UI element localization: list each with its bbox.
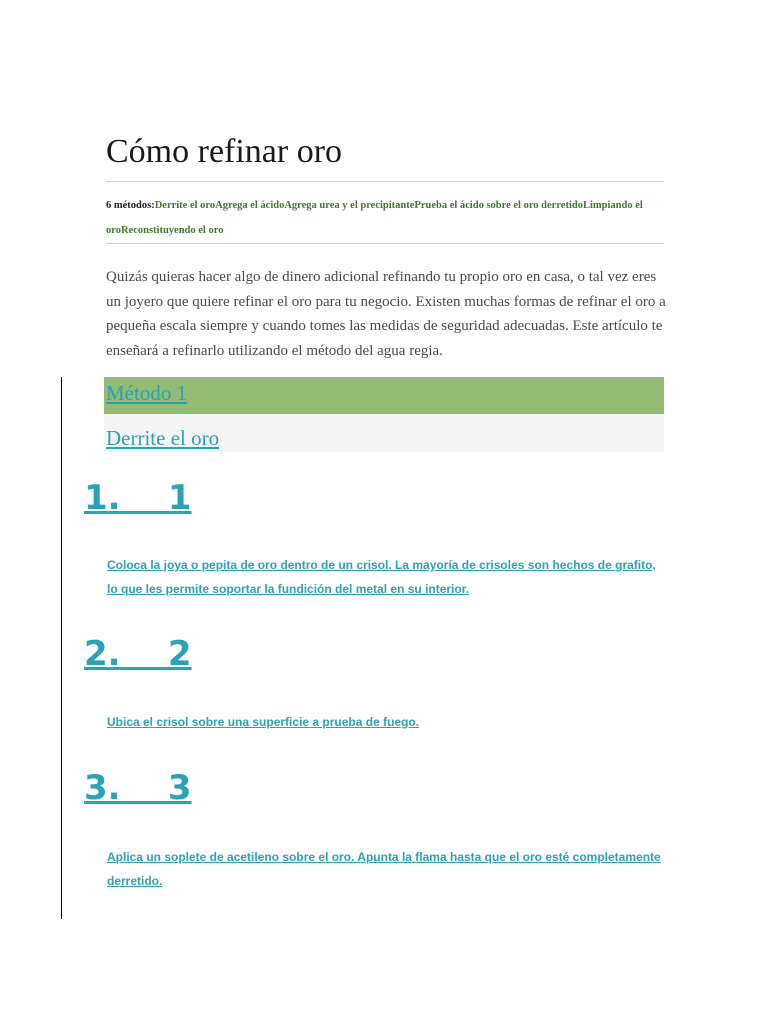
section-header [104, 414, 664, 452]
methods-summary [106, 193, 666, 243]
step-number[interactable]: 1. 1 [84, 478, 192, 518]
intro-paragraph: Quizás quieras hacer algo de dinero adicional refinando tu propio oro en casa, o tal vez eres un joyero que quiere refinar el oro para tu negocio. Existen muchas formas de refinar el oro a pequeña escala siempre y cuando tomes las medidas de seguridad adecuadas. Este artículo te enseñará a refinarlo utilizando el método del agua regia. [106, 269, 666, 359]
left-margin-rule [61, 377, 62, 919]
divider [106, 181, 664, 182]
step-text[interactable]: Aplica un soplete de acetileno sobre el oro. Apunta la flama hasta que el oro esté completamente derretido. [107, 850, 661, 888]
method-header [104, 377, 664, 414]
page-title: Cómo refinar oro [106, 133, 343, 170]
step-text[interactable]: Coloca la joya o pepita de oro dentro de un crisol. La mayoría de crisoles son hechos de grafito, lo que les permite soportar la fundición del metal en su interior. [107, 558, 656, 596]
methods-list[interactable]: Derrite el oroAgrega el ácidoAgrega urea y el precipitantePrueba el ácido sobre el oro derretidoLimpiando el oroReconstituyendo el oro [106, 200, 643, 236]
method-label-link[interactable]: Método 1 [106, 381, 188, 405]
divider [106, 243, 664, 244]
step-text[interactable]: Ubica el crisol sobre una superficie a prueba de fuego. [107, 715, 420, 729]
step-number[interactable]: 3. 3 [84, 768, 192, 808]
section-title-link[interactable]: Derrite el oro [106, 426, 220, 450]
methods-lead: 6 métodos: [106, 200, 155, 211]
step-number[interactable]: 2. 2 [84, 634, 192, 674]
